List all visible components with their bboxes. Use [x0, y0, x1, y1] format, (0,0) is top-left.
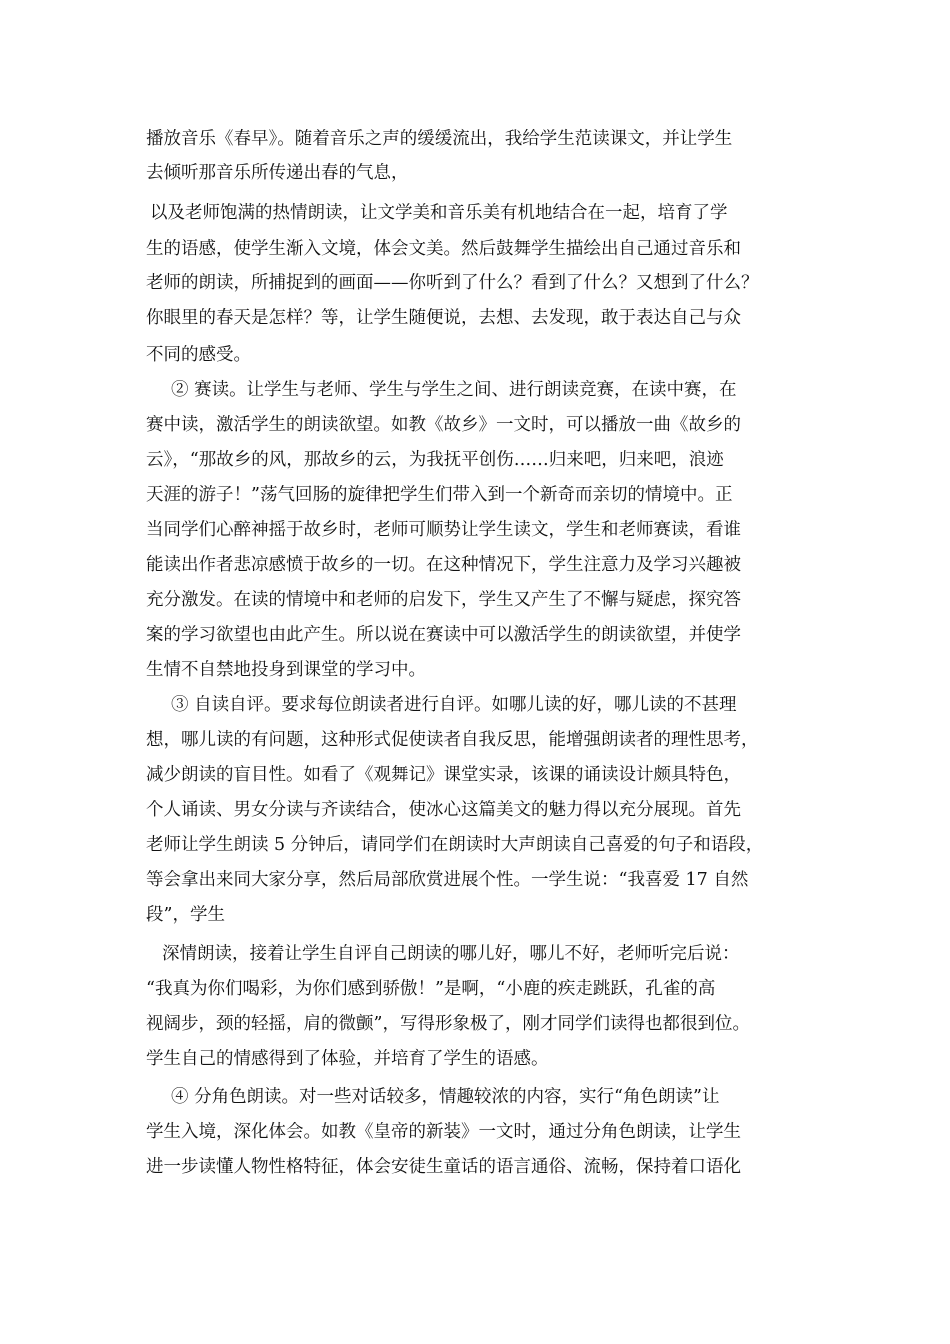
text-line: 等会拿出来同大家分享，然后局部欣赏进展个性。一学生说：“我喜爱 17 自然 [146, 870, 749, 890]
text-line: 老师的朗读，所捕捉到的画面——你听到了什么？看到了什么？又想到了什么？ [146, 273, 759, 293]
text-line: 充分激发。在读的情境中和老师的启发下，学生又产生了不懈与疑虑，探究答 [146, 590, 741, 610]
text-line: 能读出作者悲凉感愤于故乡的一切。在这种情况下，学生注意力及学习兴趣被 [146, 555, 741, 575]
text-line: 老师让学生朗读 5 分钟后，请同学们在朗读时大声朗读自己喜爱的句子和语段， [146, 835, 764, 855]
text-line: 学生自己的情感得到了体验，并培育了学生的语感。 [146, 1049, 549, 1069]
text-line: 去倾听那音乐所传递出春的气息， [146, 163, 409, 183]
text-line: 视阔步，颈的轻摇，肩的微颤”，写得形象极了，刚才同学们读得也都很到位。 [146, 1014, 750, 1034]
text-line: 个人诵读、男女分读与齐读结合，使冰心这篇美文的魅力得以充分展现。首先 [146, 800, 741, 820]
text-line: 以及老师饱满的热情朗读，让文学美和音乐美有机地结合在一起，培育了学 [150, 203, 728, 223]
text-line: 学生入境，深化体会。如教《皇帝的新装》一文时，通过分角色朗读，让学生 [146, 1122, 741, 1142]
text-line: ④ 分角色朗读。对一些对话较多，情趣较浓的内容，实行“角色朗读”让 [171, 1087, 720, 1107]
text-line: 减少朗读的盲目性。如看了《观舞记》课堂实录，该课的诵读设计颇具特色， [146, 765, 741, 785]
text-line: 进一步读懂人物性格特征，体会安徒生童话的语言通俗、流畅，保持着口语化 [146, 1157, 741, 1177]
text-line: ③ 自读自评。要求每位朗读者进行自评。如哪儿读的好，哪儿读的不甚理 [171, 695, 737, 715]
text-line: ② 赛读。让学生与老师、学生与学生之间、进行朗读竞赛，在读中赛，在 [171, 380, 737, 400]
text-line: 你眼里的春天是怎样？等，让学生随便说，去想、去发现，敢于表达自己与众 [146, 308, 741, 328]
text-line: 不同的感受。 [146, 345, 251, 365]
text-line: 当同学们心醉神摇于故乡时，老师可顺势让学生读文，学生和老师赛读，看谁 [146, 520, 741, 540]
text-line: 生情不自禁地投身到课堂的学习中。 [146, 660, 426, 680]
text-line: 赛中读，激活学生的朗读欲望。如教《故乡》一文时，可以播放一曲《故乡的 [146, 415, 741, 435]
text-line: 播放音乐《春早》。随着音乐之声的缓缓流出，我给学生范读课文，并让学生 [146, 129, 733, 149]
text-line: 深情朗读，接着让学生自评自己朗读的哪儿好，哪儿不好，老师听完后说： [162, 944, 740, 964]
text-line: 生的语感，使学生渐入文境，体会文美。然后鼓舞学生描绘出自己通过音乐和 [146, 239, 741, 259]
text-line: 案的学习欲望也由此产生。所以说在赛读中可以激活学生的朗读欲望，并使学 [146, 625, 741, 645]
text-line: 想，哪儿读的有问题，这种形式促使读者自我反思，能增强朗读者的理性思考， [146, 730, 759, 750]
text-line: 天涯的游子！”荡气回肠的旋律把学生们带入到一个新奇而亲切的情境中。正 [146, 485, 733, 505]
text-line: 云》，“那故乡的风，那故乡的云，为我抚平创伤……归来吧，归来吧，浪迹 [146, 450, 724, 470]
text-line: 段”，学生 [146, 905, 225, 925]
text-line: “我真为你们喝彩，为你们感到骄傲！”是啊，“小鹿的疾走跳跃，孔雀的高 [146, 979, 716, 999]
